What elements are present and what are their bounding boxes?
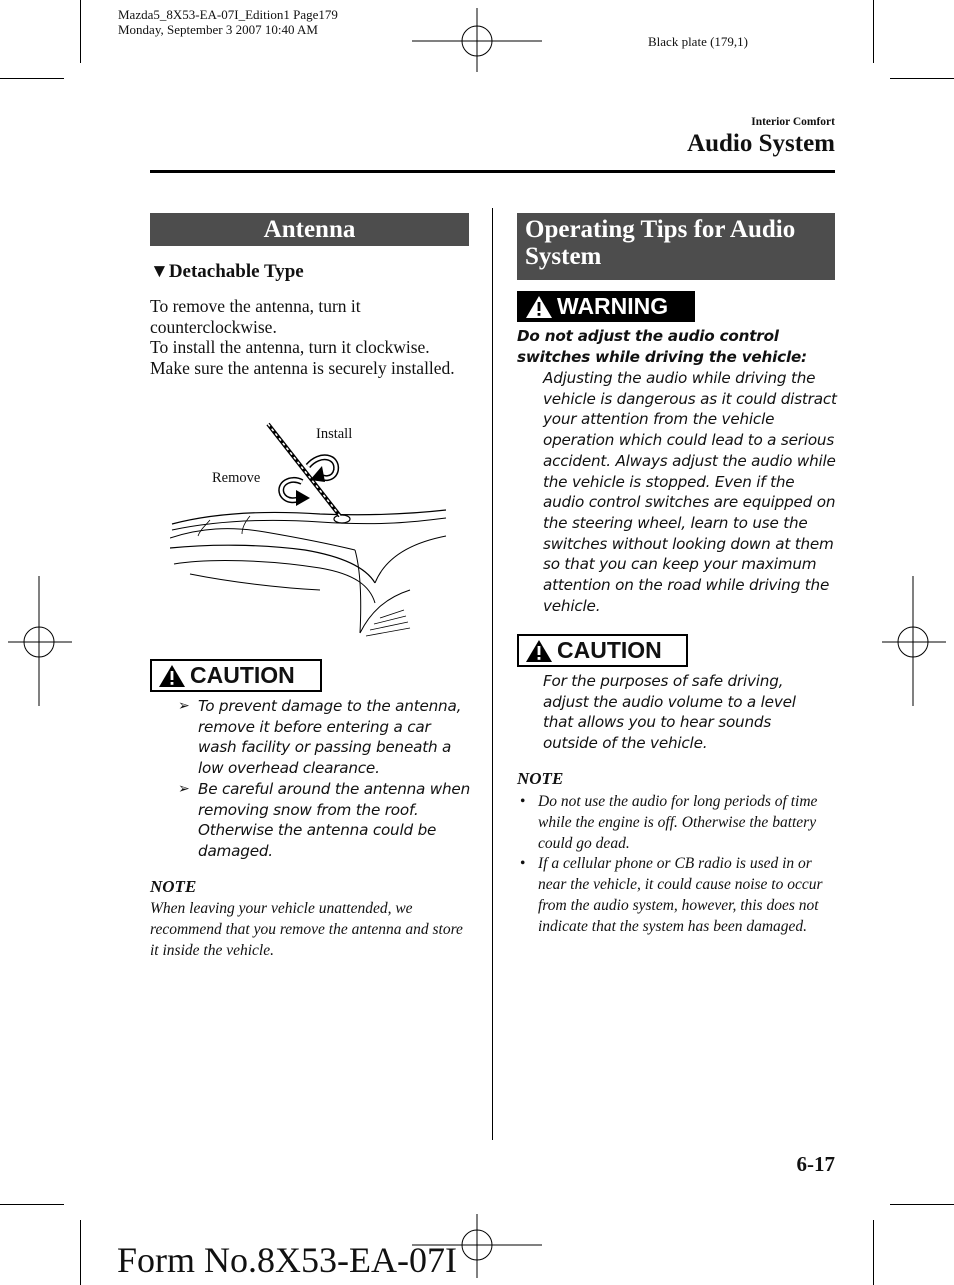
- page-number: 6-17: [796, 1152, 835, 1176]
- list-item: • If a cellular phone or CB radio is used in or near the vehicle, it could cause noise to occur from the audio system, however, this does not indicate that the system has been damaged.: [520, 855, 823, 935]
- paragraph: To install the antenna, turn it clockwise.: [150, 337, 430, 358]
- caution-list-left: [150, 696, 472, 862]
- section-label: Interior Comfort: [751, 116, 835, 128]
- page-title: Audio System: [687, 130, 835, 157]
- figure-label-install: Install: [316, 426, 353, 442]
- subheading-detachable: ▼Detachable Type: [150, 261, 304, 282]
- warning-triangle-icon: [525, 295, 553, 319]
- paragraph: Make sure the antenna is securely installed.: [150, 358, 455, 379]
- warning-lead: Do not adjust the audio control switches while driving the vehicle:: [517, 327, 807, 366]
- warning-body: Adjusting the audio while driving the vehicle is dangerous as it could distract your attention from the vehicle operation which could lead to a serious accident. Always adjust the audio while the vehicle is stopped. Even if the audio control switches are equipped on the steering wheel, learn to use the switches without looking down at them so that you can keep your maximum attention on the road while driving the vehicle.: [543, 369, 837, 615]
- warning-triangle-icon: [158, 664, 186, 688]
- warning-triangle-icon: [525, 639, 553, 663]
- note-title-right: NOTE: [517, 769, 564, 788]
- header-rule: [150, 170, 835, 173]
- caution-badge-right: CAUTION: [517, 634, 688, 667]
- arrow-bullet-icon: ➢: [178, 780, 190, 797]
- form-number: Form No.8X53-EA-07I: [117, 1240, 457, 1280]
- note-title-left: NOTE: [150, 877, 197, 896]
- caution-badge-left: CAUTION: [150, 659, 322, 692]
- antenna-illustration: [170, 418, 450, 638]
- figure-label-remove: Remove: [212, 470, 261, 486]
- arrow-bullet-icon: ➢: [178, 698, 190, 714]
- note-list-right: [517, 792, 829, 938]
- antenna-instructions: [150, 296, 462, 379]
- list-item: ➢ Be careful around the antenna when removing snow from the roof. Otherwise the antenna could be damaged.: [178, 779, 471, 860]
- triangle-down-icon: ▼: [150, 261, 169, 282]
- print-date-line: Monday, September 3 2007 10:40 AM: [118, 22, 318, 37]
- operating-tips-heading: Operating Tips for Audio System: [517, 213, 835, 280]
- registration-mark-top: [412, 8, 542, 72]
- plate-label: Black plate (179,1): [648, 34, 748, 49]
- print-file-line: Mazda5_8X53-EA-07I_Edition1 Page179: [118, 7, 338, 22]
- bullet-icon: •: [520, 855, 526, 873]
- registration-mark-right: [882, 576, 946, 706]
- antenna-heading: Antenna: [150, 213, 469, 246]
- warning-badge: WARNING: [517, 291, 695, 322]
- registration-mark-left: [8, 576, 72, 706]
- bullet-icon: •: [520, 793, 526, 810]
- caution-body-right: For the purposes of safe driving, adjust the audio volume to a level that allows you to hear sounds outside of the vehicle.: [543, 672, 796, 753]
- list-item: • Do not use the audio for long periods of time while the engine is off. Otherwise the battery could go dead.: [520, 793, 818, 852]
- note-text-left: When leaving your vehicle unattended, we recommend that you remove the antenna and store it inside the vehicle.: [150, 900, 463, 959]
- column-divider: [492, 208, 493, 1140]
- list-item: ➢ To prevent damage to the antenna, remove it before entering a car wash facility or passing beneath a low overhead clearance.: [178, 697, 462, 778]
- antenna-figure: [170, 418, 450, 638]
- paragraph: To remove the antenna, turn it counterclockwise.: [150, 296, 361, 337]
